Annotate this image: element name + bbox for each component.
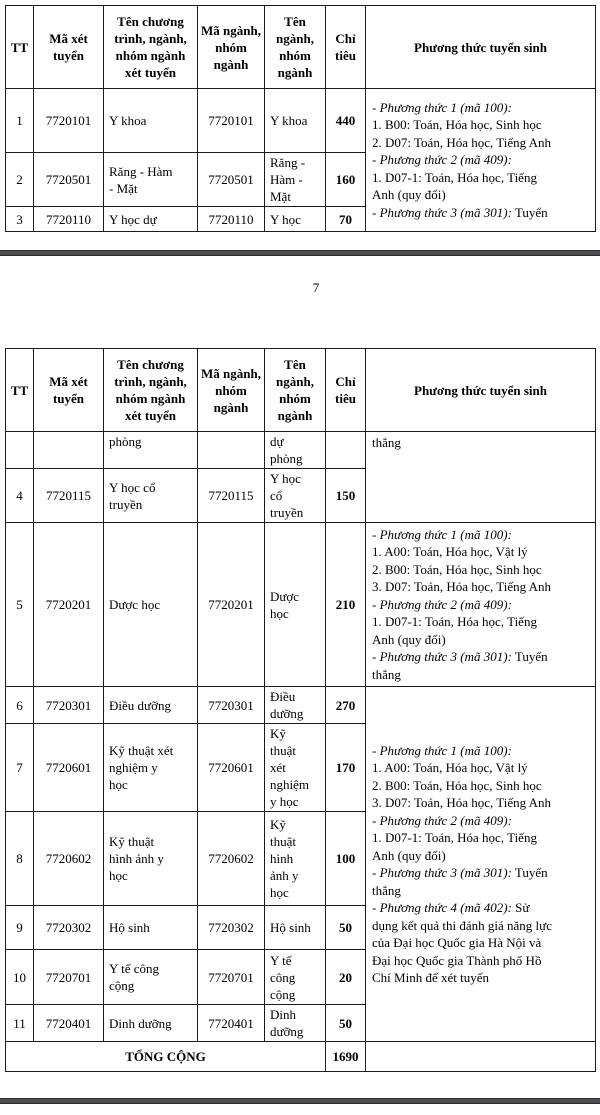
col-header-tt: TT [6,349,34,432]
cell-chi-tieu: 50 [326,906,366,950]
cell-ten-chuong-trinh: Y tế công cộng [104,950,198,1005]
cell-chi-tieu: 160 [326,153,366,207]
method-line: 1. A00: Toán, Hóa học, Vật lý [372,544,528,560]
page-number: 7 [312,280,320,295]
admission-quota-table-page-2 [5,348,596,1072]
method-line: dụng kết quả thi đánh giá năng lực [372,917,552,933]
cell-ma-xet-tuyen: 7720301 [34,687,104,724]
header-row [6,349,596,432]
cell-ten-chuong-trinh: Y khoa [104,89,198,153]
cell-ma-nganh-nhom-nganh: 7720401 [198,1005,265,1042]
cell-chi-tieu: 1690 [326,1042,366,1072]
col-header-ma-nganh-nhom-nganh: Mã ngành, nhóm ngành [198,6,265,89]
method-line: thẳng [372,435,401,450]
cell-ten-chuong-trinh: phòng [104,432,198,469]
col-header-ma-xet-tuyen: Mã xét tuyển [34,349,104,432]
cell-tt: 2 [6,153,34,207]
cell-tt: 9 [6,906,34,950]
cell-ten-nganh-nhom-nganh: Dinh dưỡng [265,1005,326,1042]
table-row [6,89,596,153]
cell-ten-chuong-trinh: Điều dưỡng [104,687,198,724]
method-line: 1. D07-1: Toán, Hóa học, Tiếng [372,169,537,185]
table-header [6,6,596,89]
cell-ma-nganh-nhom-nganh: 7720110 [198,207,265,232]
cell-tt: 6 [6,687,34,724]
cell-ma-nganh-nhom-nganh: 7720115 [198,469,265,523]
cell-tt: 4 [6,469,34,523]
method-line: - Phương thức 1 (mã 100): [372,742,512,758]
cell-chi-tieu: 210 [326,523,366,687]
cell-ten-chuong-trinh: Răng - Hàm - Mặt [104,153,198,207]
cell-chi-tieu: 70 [326,207,366,232]
cell-ma-nganh-nhom-nganh: 7720101 [198,89,265,153]
method-line: 2. B00: Toán, Hóa học, Sinh học [372,777,542,793]
cell-ma-xet-tuyen: 7720101 [34,89,104,153]
cell-ma-nganh-nhom-nganh: 7720201 [198,523,265,687]
cell-tt: 3 [6,207,34,232]
cell-ten-chuong-trinh: Y học cổ truyền [104,469,198,523]
col-header-phuong-thuc-tuyen-sinh: Phương thức tuyển sinh [366,6,596,89]
cell-chi-tieu [326,432,366,469]
cell-ten-chuong-trinh: Hộ sinh [104,906,198,950]
method-line: - Phương thức 4 (mã 402): Sử [372,900,530,915]
cell-ma-nganh-nhom-nganh [198,432,265,469]
cell-ma-nganh-nhom-nganh: 7720601 [198,724,265,812]
cell-ma-xet-tuyen: 7720110 [34,207,104,232]
cell-ten-nganh-nhom-nganh: Răng - Hàm - Mặt [265,153,326,207]
cell-tt: 7 [6,724,34,812]
col-header-phuong-thuc-tuyen-sinh: Phương thức tuyển sinh [366,349,596,432]
cell-ma-nganh-nhom-nganh: 7720701 [198,950,265,1005]
col-header-ten-nganh-nhom-nganh: Tên ngành, nhóm ngành [265,349,326,432]
cell-ten-chuong-trinh: Kỹ thuật hình ảnh y học [104,812,198,906]
cell-tt: 1 [6,89,34,153]
cell-ma-xet-tuyen [34,432,104,469]
cell-phuong-thuc-tuyen-sinh [366,1042,596,1072]
method-line: 2. D07: Toán, Hóa học, Tiếng Anh [372,134,552,150]
method-line: - Phương thức 3 (mã 301): Tuyển [372,204,548,220]
col-header-chi-tieu: Chỉ tiêu [326,349,366,432]
method-line: 1. D07-1: Toán, Hóa học, Tiếng [372,830,537,845]
method-line: 1. A00: Toán, Hóa học, Vật lý [372,760,528,775]
cell-ma-nganh-nhom-nganh: 7720302 [198,906,265,950]
cell-tt: 10 [6,950,34,1005]
method-line: Anh (quy đổi) [372,187,446,203]
cell-ten-nganh-nhom-nganh: Điều dưỡng [265,687,326,724]
table-header [6,349,596,432]
cell-ma-xet-tuyen: 7720602 [34,812,104,906]
cell-ten-chuong-trinh: Dinh dưỡng [104,1005,198,1042]
col-header-ten-chuong-trinh: Tên chương trình, ngành, nhóm ngành xét tuyển [104,6,198,89]
table-body [6,432,596,1072]
cell-tt: 11 [6,1005,34,1042]
cell-ten-nganh-nhom-nganh: Y học [265,207,326,232]
cell-ma-xet-tuyen: 7720115 [34,469,104,523]
page-break-separator [0,250,600,256]
cell-ten-chuong-trinh: Kỹ thuật xét nghiệm y học [104,724,198,812]
method-line: 3. D07: Toán, Hóa học, Tiếng Anh [372,579,552,595]
table-row [6,687,596,724]
col-header-ma-nganh-nhom-nganh: Mã ngành, nhóm ngành [198,349,265,432]
method-line: 1. D07-1: Toán, Hóa học, Tiếng [372,614,537,630]
cell-chi-tieu: 50 [326,1005,366,1042]
cell-chi-tieu: 150 [326,469,366,523]
method-line: - Phương thức 1 (mã 100): [372,99,512,115]
cell-chi-tieu: 20 [326,950,366,1005]
cell-ten-nganh-nhom-nganh: Kỹ thuật hình ảnh y học [265,812,326,906]
admission-quota-table-page-1 [5,5,596,232]
cell-tt: 5 [6,523,34,687]
method-line: thẳng [372,666,401,682]
col-header-ma-xet-tuyen: Mã xét tuyển [34,6,104,89]
col-header-chi-tieu: Chỉ tiêu [326,6,366,89]
table-row [6,1042,596,1072]
table-row [6,523,596,687]
cell-ten-nganh-nhom-nganh: dự phòng [265,432,326,469]
cell-ma-xet-tuyen: 7720601 [34,724,104,812]
cell-chi-tieu: 270 [326,687,366,724]
cell-phuong-thuc-tuyen-sinh [366,89,596,232]
method-line: 1. B00: Toán, Hóa học, Sinh học [372,117,542,133]
cell-chi-tieu: 100 [326,812,366,906]
cell-ten-chuong-trinh: Y học dự [104,207,198,232]
cell-ma-nganh-nhom-nganh: 7720501 [198,153,265,207]
col-header-ten-chuong-trinh: Tên chương trình, ngành, nhóm ngành xét tuyển [104,349,198,432]
method-line: - Phương thức 3 (mã 301): Tuyển [372,865,548,880]
method-line: 3. D07: Toán, Hóa học, Tiếng Anh [372,795,552,810]
cell-ma-xet-tuyen: 7720201 [34,523,104,687]
cell-ma-xet-tuyen: 7720401 [34,1005,104,1042]
cell-ma-nganh-nhom-nganh: 7720301 [198,687,265,724]
table-body [6,89,596,232]
method-line: - Phương thức 2 (mã 409): [372,152,512,168]
cell-ten-nganh-nhom-nganh: Y học cổ truyền [265,469,326,523]
cell-ma-xet-tuyen: 7720501 [34,153,104,207]
cell-chi-tieu: 440 [326,89,366,153]
cell-ten-nganh-nhom-nganh: Hộ sinh [265,906,326,950]
method-line: Chí Minh để xét tuyển [372,970,489,985]
cell-ten-chuong-trinh: Dược học [104,523,198,687]
method-line: Anh (quy đổi) [372,847,446,863]
header-row [6,6,596,89]
cell-ten-nganh-nhom-nganh: Dược học [265,523,326,687]
method-line: của Đại học Quốc gia Hà Nội và [372,935,542,950]
method-line: - Phương thức 2 (mã 409): [372,812,512,828]
col-header-tt: TT [6,6,34,89]
method-line: thẳng [372,882,401,898]
cell-phuong-thuc-tuyen-sinh [366,687,596,1042]
col-header-ten-nganh-nhom-nganh: Tên ngành, nhóm ngành [265,6,326,89]
cell-phuong-thuc-tuyen-sinh [366,523,596,687]
cell-tt: 8 [6,812,34,906]
cell-tong-cong: TỔNG CỘNG [6,1042,326,1072]
cell-chi-tieu: 170 [326,724,366,812]
method-line: 2. B00: Toán, Hóa học, Sinh học [372,561,542,577]
page-break-separator [0,1098,600,1104]
method-line: - Phương thức 3 (mã 301): Tuyển [372,649,548,665]
cell-phuong-thuc-tuyen-sinh [366,432,596,523]
table-row [6,432,596,469]
method-line: - Phương thức 1 (mã 100): [372,526,512,542]
method-line: Đại học Quốc gia Thành phố Hồ [372,952,542,968]
cell-ma-xet-tuyen: 7720302 [34,906,104,950]
cell-tt [6,432,34,469]
cell-ten-nganh-nhom-nganh: Y khoa [265,89,326,153]
method-line: - Phương thức 2 (mã 409): [372,596,512,612]
cell-ma-xet-tuyen: 7720701 [34,950,104,1005]
method-line: Anh (quy đổi) [372,631,446,647]
cell-ten-nganh-nhom-nganh: Kỹ thuật xét nghiệm y học [265,724,326,812]
cell-ten-nganh-nhom-nganh: Y tế công cộng [265,950,326,1005]
cell-ma-nganh-nhom-nganh: 7720602 [198,812,265,906]
